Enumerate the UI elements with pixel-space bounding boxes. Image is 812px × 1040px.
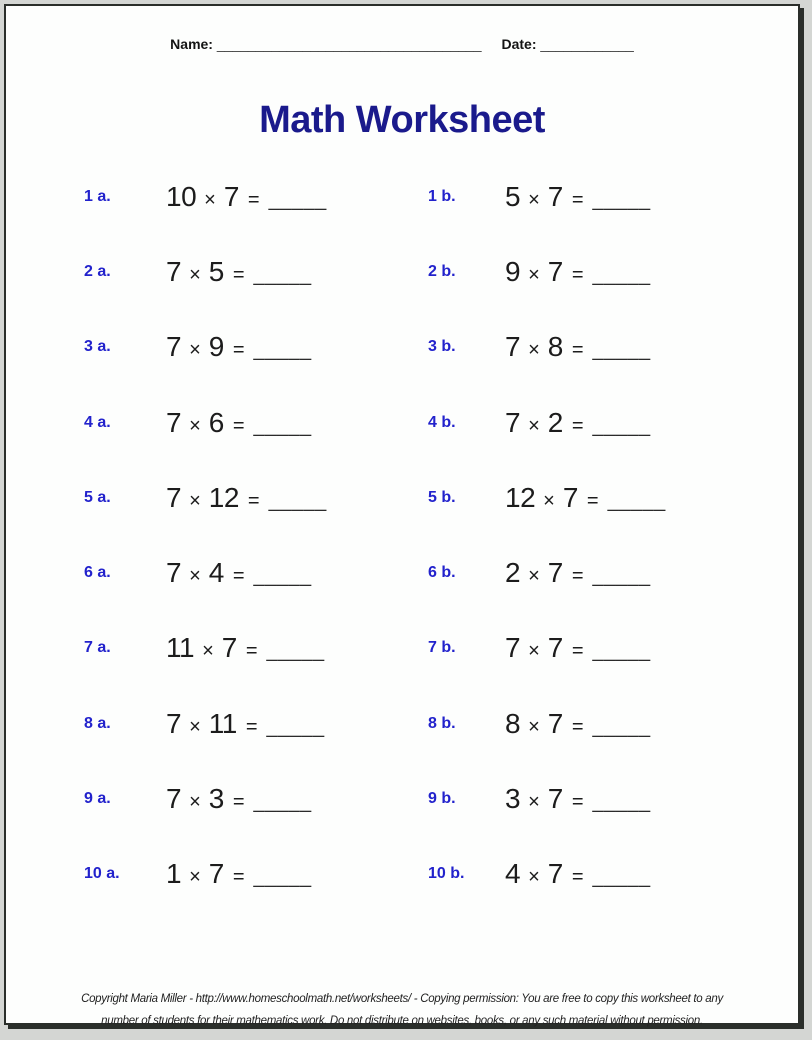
problem-row [6, 686, 798, 761]
answer-blank-b: _____ [592, 263, 651, 286]
problem-a [166, 783, 428, 815]
multiplier-a: 12 [208, 481, 239, 513]
equals-sign: = [571, 866, 584, 889]
problem-label-b: 7 b. [428, 639, 456, 657]
multiplicand-b: 7 [505, 632, 521, 664]
multiplication-sign: × [189, 489, 201, 512]
equals-sign: = [571, 263, 584, 286]
problem-row [6, 234, 798, 309]
equals-sign: = [232, 791, 245, 814]
answer-blank-a: _____ [253, 263, 312, 286]
equals-sign: = [571, 715, 584, 738]
problem-label-b: 2 b. [428, 262, 456, 280]
answer-blank-a: _____ [253, 791, 312, 814]
equals-sign: = [571, 339, 584, 362]
problem-b [505, 331, 798, 363]
equals-sign: = [232, 339, 245, 362]
problem-label-a: 7 a. [84, 639, 111, 657]
multiplier-b: 7 [547, 858, 563, 890]
multiplicand-a: 11 [166, 632, 195, 664]
problem-a [166, 331, 428, 363]
multiplication-sign: × [528, 791, 540, 814]
problem-b [505, 557, 798, 589]
answer-blank-b: _____ [592, 791, 651, 814]
answer-blank-b: _____ [592, 866, 651, 889]
equals-sign: = [247, 489, 260, 512]
problem-row [6, 385, 798, 460]
equals-sign: = [232, 866, 245, 889]
multiplicand-b: 7 [505, 406, 521, 438]
multiplication-sign: × [189, 414, 201, 437]
multiplicand-a: 7 [166, 255, 182, 287]
problem-b [505, 783, 798, 815]
problem-label-b: 3 b. [428, 338, 456, 356]
multiplication-sign: × [528, 715, 540, 738]
multiplication-sign: × [204, 188, 216, 211]
page-title: Math Worksheet [259, 99, 545, 141]
answer-blank-a: _____ [266, 640, 325, 663]
multiplicand-b: 4 [505, 858, 521, 890]
multiplicand-a: 1 [166, 858, 182, 890]
equals-sign: = [245, 640, 258, 663]
multiplier-b: 2 [547, 406, 563, 438]
multiplier-b: 7 [547, 783, 563, 815]
multiplicand-a: 7 [166, 406, 182, 438]
date-group [501, 36, 633, 52]
multiplier-b: 7 [547, 255, 563, 287]
problem-label-a: 10 a. [84, 865, 120, 883]
multiplier-a: 11 [208, 707, 237, 739]
multiplier-b: 7 [547, 632, 563, 664]
equals-sign: = [571, 791, 584, 814]
multiplication-sign: × [528, 866, 540, 889]
multiplier-a: 3 [208, 783, 224, 815]
answer-blank-a: _____ [253, 339, 312, 362]
multiplicand-b: 3 [505, 783, 521, 815]
problem-row [6, 159, 798, 234]
equals-sign: = [571, 640, 584, 663]
multiplicand-b: 5 [505, 180, 521, 212]
problem-label-b: 5 b. [428, 488, 456, 506]
problem-row [6, 611, 798, 686]
answer-blank-a: _____ [253, 414, 312, 437]
multiplication-sign: × [189, 339, 201, 362]
problem-label-a: 1 a. [84, 187, 111, 205]
problem-label-a: 8 a. [84, 714, 111, 732]
multiplication-sign: × [189, 263, 201, 286]
problem-a [166, 407, 428, 439]
copyright-line-1: Copyright Maria Miller - http://www.homeschoolmath.net/worksheets/ - Copying permission: You are free to copy this worksheet to any [81, 993, 723, 1005]
answer-blank-a: _____ [253, 866, 312, 889]
problem-row [6, 535, 798, 610]
multiplication-sign: × [528, 263, 540, 286]
date-write-line: ____________ [540, 36, 634, 52]
multiplier-a: 5 [208, 255, 224, 287]
problem-label-b: 6 b. [428, 564, 456, 582]
multiplicand-a: 7 [166, 331, 182, 363]
problem-row [6, 460, 798, 535]
answer-blank-b: _____ [592, 188, 651, 211]
answer-blank-a: _____ [268, 489, 327, 512]
multiplicand-b: 8 [505, 707, 521, 739]
multiplier-b: 7 [562, 481, 578, 513]
problem-label-b: 1 b. [428, 187, 456, 205]
multiplication-sign: × [189, 565, 201, 588]
problem-b [505, 256, 798, 288]
problem-label-b: 9 b. [428, 790, 456, 808]
equals-sign: = [247, 188, 260, 211]
equals-sign: = [586, 489, 599, 512]
multiplicand-a: 7 [166, 557, 182, 589]
multiplicand-b: 12 [505, 481, 536, 513]
problem-label-b: 4 b. [428, 413, 456, 431]
multiplicand-a: 7 [166, 707, 182, 739]
equals-sign: = [571, 414, 584, 437]
copyright-footer [6, 988, 798, 1032]
multiplier-b: 7 [547, 180, 563, 212]
multiplier-b: 7 [547, 557, 563, 589]
problem-label-a: 2 a. [84, 262, 111, 280]
multiplier-b: 8 [547, 331, 563, 363]
multiplier-b: 7 [547, 707, 563, 739]
answer-blank-a: _____ [268, 188, 327, 211]
multiplication-sign: × [189, 791, 201, 814]
equals-sign: = [571, 565, 584, 588]
problem-a [166, 256, 428, 288]
problem-b [505, 407, 798, 439]
equals-sign: = [232, 565, 245, 588]
problems-grid [6, 159, 798, 912]
multiplication-sign: × [202, 640, 214, 663]
answer-blank-b: _____ [592, 640, 651, 663]
answer-blank-b: _____ [592, 339, 651, 362]
problem-label-a: 9 a. [84, 790, 111, 808]
problem-label-a: 5 a. [84, 488, 111, 506]
name-date-header [6, 36, 798, 52]
multiplicand-a: 7 [166, 481, 182, 513]
multiplicand-b: 9 [505, 255, 521, 287]
equals-sign: = [232, 414, 245, 437]
problem-label-b: 8 b. [428, 714, 456, 732]
date-label: Date: [501, 36, 537, 52]
problem-row [6, 761, 798, 836]
problem-b [505, 858, 798, 890]
problem-b [505, 708, 798, 740]
multiplication-sign: × [543, 489, 555, 512]
multiplication-sign: × [528, 188, 540, 211]
problem-a [166, 181, 428, 213]
multiplication-sign: × [528, 640, 540, 663]
equals-sign: = [232, 263, 245, 286]
multiplication-sign: × [528, 565, 540, 588]
problem-b [505, 181, 798, 213]
multiplier-a: 9 [208, 331, 224, 363]
answer-blank-a: _____ [266, 715, 325, 738]
multiplication-sign: × [528, 414, 540, 437]
multiplier-a: 6 [208, 406, 224, 438]
problem-a [166, 708, 428, 740]
multiplicand-b: 2 [505, 557, 521, 589]
problem-label-a: 6 a. [84, 564, 111, 582]
problem-a [166, 858, 428, 890]
problem-b [505, 632, 798, 664]
equals-sign: = [245, 715, 258, 738]
problem-a [166, 557, 428, 589]
multiplicand-a: 10 [166, 180, 197, 212]
copyright-line-2: number of students for their mathematics work. Do not distribute on websites, books, or any such material without permission. [101, 1015, 703, 1027]
multiplier-a: 7 [223, 180, 239, 212]
problem-row [6, 310, 798, 385]
problem-a [166, 482, 428, 514]
problem-b [505, 482, 798, 514]
answer-blank-b: _____ [592, 414, 651, 437]
multiplicand-b: 7 [505, 331, 521, 363]
answer-blank-b: _____ [592, 565, 651, 588]
multiplier-a: 7 [208, 858, 224, 890]
problem-label-a: 4 a. [84, 413, 111, 431]
problem-a [166, 632, 428, 664]
multiplication-sign: × [189, 866, 201, 889]
problem-label-b: 10 b. [428, 865, 465, 883]
problem-label-a: 3 a. [84, 338, 111, 356]
multiplier-a: 4 [208, 557, 224, 589]
multiplication-sign: × [528, 339, 540, 362]
name-label: Name: [170, 36, 213, 52]
name-write-line: __________________________________ [216, 36, 482, 52]
answer-blank-b: _____ [592, 715, 651, 738]
answer-blank-b: _____ [607, 489, 666, 512]
multiplication-sign: × [189, 715, 201, 738]
equals-sign: = [571, 188, 584, 211]
multiplier-a: 7 [221, 632, 237, 664]
worksheet-page [4, 4, 800, 1025]
problem-row [6, 837, 798, 912]
answer-blank-a: _____ [253, 565, 312, 588]
multiplicand-a: 7 [166, 783, 182, 815]
